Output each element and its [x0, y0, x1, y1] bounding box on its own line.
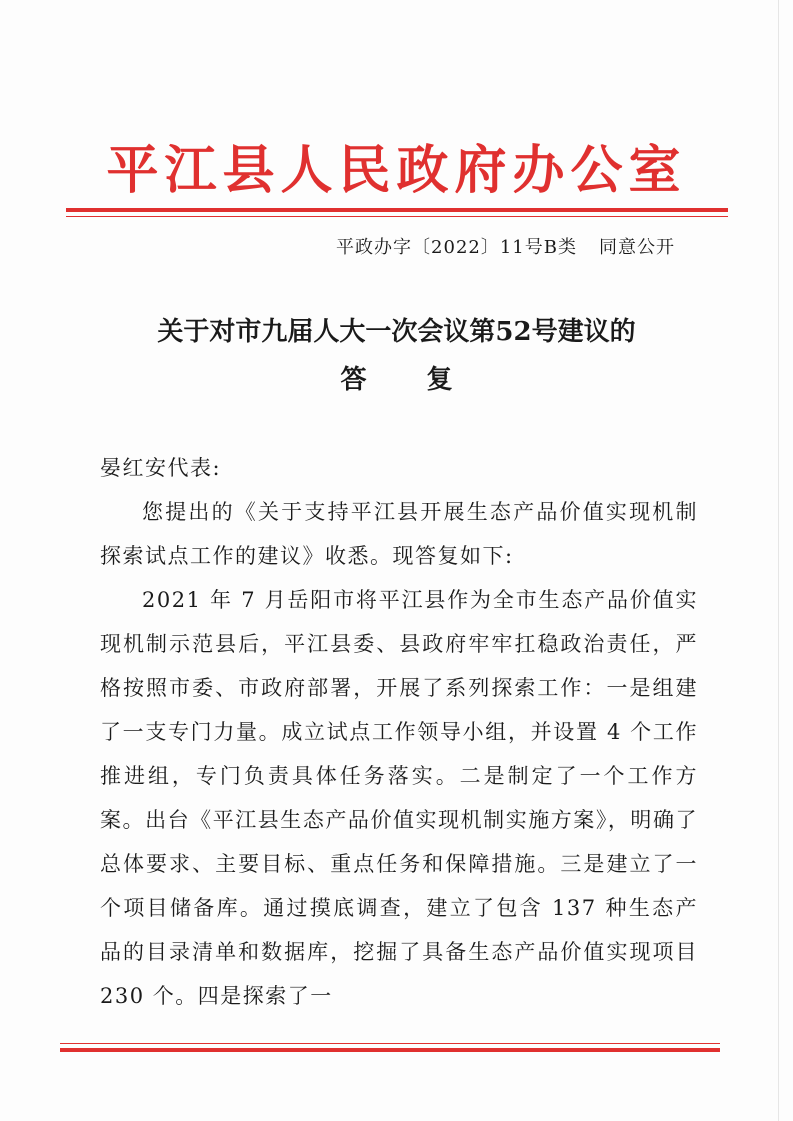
- disclosure-status: 同意公开: [599, 237, 675, 258]
- body-paragraph-2: 2021 年 7 月岳阳市将平江县作为全市生态产品价值实现机制示范县后，平江县委、县政府牢牢扛稳政治责任，严格按照市委、市政府部署，开展了系列探索工作：一是组建了一支专门力量。成立试点工作领导小组，并设置 4 个工作推进组，专门负责具体任务落实。二是制定了一个工作方案。出台《平江县生态产品价值实现机制实施方案》，明确了总体要求、主要目标、重点任务和保障措施。三是建立了一个项目储备库。通过摸底调查，建立了包含 137 种生态产品的目录清单和数据库，挖掘了具备生态产品价值实现项目 230 个。四是探索了一: [100, 588, 698, 1008]
- header-red-rule: [66, 208, 728, 220]
- footer-red-rule-thin: [60, 1043, 720, 1044]
- body-paragraph-1: 您提出的《关于支持平江县开展生态产品价值实现机制探索试点工作的建议》收悉。现答复如下:: [100, 500, 698, 568]
- footer-red-rule: [60, 1043, 720, 1055]
- subject-line-2: 答复: [340, 365, 513, 395]
- footer-red-rule-thick: [60, 1048, 720, 1052]
- document-body: [100, 446, 698, 1018]
- header-red-rule-thin: [66, 216, 728, 217]
- header-red-rule-thick: [66, 208, 728, 212]
- document-subject: [0, 308, 793, 404]
- issuing-authority-title: 平江县人民政府办公室: [106, 140, 687, 201]
- salutation: 晏红安代表:: [100, 456, 222, 480]
- subject-line-1: 关于对市九届人大一次会议第52号建议的: [157, 317, 636, 347]
- document-reference: 平政办字〔2022〕11号B类: [336, 237, 577, 258]
- scan-edge-line: [778, 0, 779, 1121]
- document-number: [336, 233, 675, 259]
